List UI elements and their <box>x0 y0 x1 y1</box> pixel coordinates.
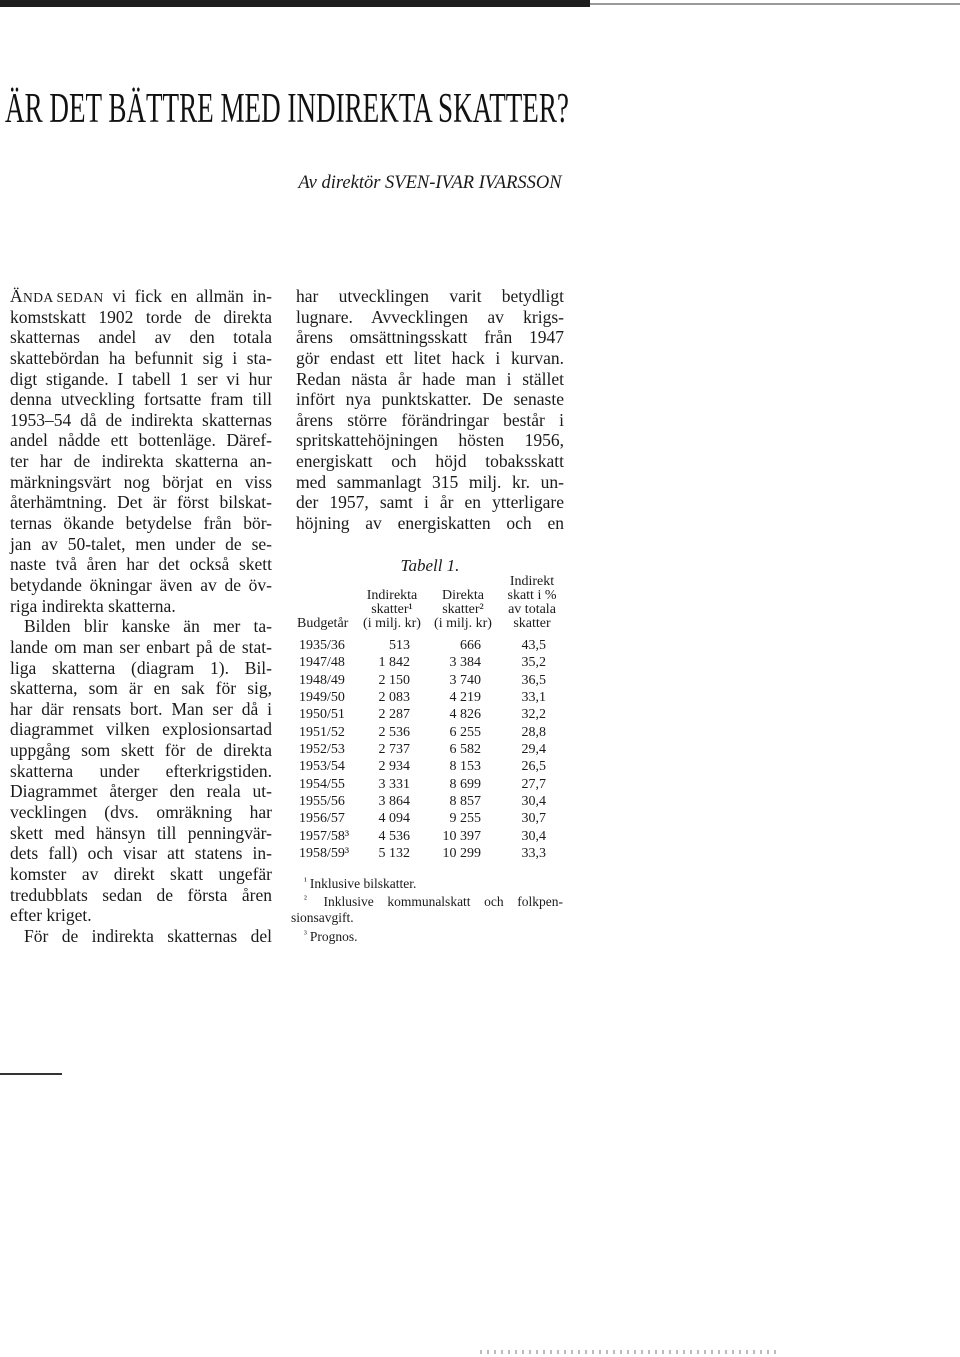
cell-indirect-share: 36,5 <box>521 672 546 688</box>
cell-indirect-taxes: 2 536 <box>378 724 410 740</box>
cell-indirect-share: 29,4 <box>521 741 546 757</box>
cell-budget-year: 1950/51 <box>299 707 345 723</box>
body-line: har utvecklingen varit betydligt <box>296 286 564 306</box>
footnote-text: Prognos. <box>309 928 358 944</box>
cell-indirect-taxes: 2 083 <box>378 689 410 705</box>
table-header-indirect-taxes <box>358 575 426 631</box>
body-line: årens omsättningsskatt från 1947 <box>296 327 564 348</box>
body-line: För de indirekta skatternas del <box>24 925 272 946</box>
body-line: höjning av energiskatten och en <box>296 513 564 534</box>
header-line: skatter <box>513 616 551 631</box>
cell-indirect-share: 32,2 <box>521 707 546 723</box>
body-line: jan av 50-talet, men under de se- <box>10 533 272 554</box>
body-line: har där rensats bort. Man ser då i <box>10 698 272 719</box>
body-line: betydande ökningar även av de öv- <box>10 574 272 595</box>
cell-direct-taxes: 10 397 <box>442 828 481 844</box>
cell-indirect-taxes: 1 842 <box>378 655 410 671</box>
body-line: andel nådde ett bottenläge. Däref- <box>10 430 272 451</box>
table-footnotes <box>291 874 563 944</box>
body-line: Diagrammet återger den reala ut- <box>10 781 272 802</box>
body-line: lugnare. Avvecklingen av krigs- <box>296 306 564 327</box>
cell-direct-taxes: 4 826 <box>449 707 481 723</box>
header-line: Budgetår <box>297 616 349 631</box>
body-line: spritskattehöjningen hösten 1956, <box>296 430 564 451</box>
cell-budget-year: 1953/54 <box>299 759 345 775</box>
table-row <box>296 637 564 654</box>
body-line: efter kriget. <box>10 905 92 926</box>
body-line: skett med hänsyn till penningvär- <box>10 822 272 843</box>
table-row <box>296 776 564 793</box>
body-line: der 1957, samt i år en ytterligare <box>296 492 564 513</box>
cell-indirect-share: 30,4 <box>521 793 546 809</box>
cell-indirect-share: 30,7 <box>521 811 546 827</box>
cell-direct-taxes: 8 857 <box>449 793 481 809</box>
body-line: tredubblats sedan de första åren <box>10 884 272 905</box>
table-row <box>296 741 564 758</box>
table-row <box>296 654 564 671</box>
cell-direct-taxes: 6 582 <box>449 741 481 757</box>
byline: Av direktör SVEN-IVAR IVARSSON <box>298 173 562 193</box>
header-line: Direkta <box>442 588 484 603</box>
table-row <box>296 758 564 775</box>
cell-direct-taxes: 3 740 <box>449 672 481 688</box>
table-caption: Tabell 1. <box>400 556 460 575</box>
cell-direct-taxes: 3 384 <box>449 655 481 671</box>
cell-indirect-taxes: 4 094 <box>378 811 410 827</box>
cell-indirect-share: 27,7 <box>521 776 546 792</box>
cell-direct-taxes: 8 699 <box>449 776 481 792</box>
cell-indirect-taxes: 2 150 <box>378 672 410 688</box>
footnote-marker: ³ <box>304 929 307 940</box>
footnote-marker: ² <box>304 894 307 905</box>
body-line: 1953–54 då de indirekta skatternas <box>10 409 272 430</box>
cell-indirect-taxes: 3 331 <box>378 776 410 792</box>
footnote-text: Inklusive bilskatter. <box>309 876 417 891</box>
footnote <box>291 927 563 945</box>
cell-budget-year: 1957/58³ <box>299 828 350 844</box>
cell-indirect-taxes: 2 287 <box>378 707 410 723</box>
body-line: med sammanlagt 315 milj. kr. un- <box>296 471 564 492</box>
cell-direct-taxes: 6 255 <box>449 724 481 740</box>
body-line: gör endast ett litet hack i kurvan. <box>296 347 564 368</box>
body-line: naste två åren har det också skett <box>10 554 272 575</box>
body-line: skatterna under efterkrigstiden. <box>10 760 272 781</box>
body-line: energiskatt och höjd tobaksskatt <box>296 451 564 472</box>
cell-indirect-taxes: 513 <box>389 638 410 653</box>
body-line: diagrammet vilken explosionsartad <box>10 719 272 740</box>
header-line: av totala <box>508 602 556 617</box>
cell-indirect-taxes: 5 132 <box>378 845 410 861</box>
body-line: skatterna, som är en sak för sig, <box>10 678 272 699</box>
body-line: denna utveckling fortsatte fram till <box>10 389 272 410</box>
cell-indirect-taxes: 4 536 <box>378 828 410 844</box>
footnote-text: Inklusive kommunalskatt och folkpen- <box>323 893 563 909</box>
lead-small-caps: ÄNDA SEDAN <box>10 286 104 306</box>
table-row <box>296 689 564 706</box>
scan-margin-rule <box>0 1073 62 1075</box>
cell-budget-year: 1949/50 <box>299 689 345 705</box>
body-line-text: vi fick en allmän in- <box>112 286 272 306</box>
cell-indirect-share: 26,5 <box>521 759 546 775</box>
cell-budget-year: 1951/52 <box>299 724 345 740</box>
header-line: (i milj. kr) <box>434 616 492 631</box>
cell-budget-year: 1947/48 <box>299 655 345 671</box>
cell-budget-year: 1948/49 <box>299 672 345 688</box>
cell-budget-year: 1952/53 <box>299 741 345 757</box>
table-row <box>296 672 564 689</box>
table-row <box>296 724 564 741</box>
header-line: Indirekta <box>366 588 418 603</box>
body-line: riga indirekta skatterna. <box>10 595 176 616</box>
cell-budget-year: 1935/36 <box>299 638 345 653</box>
cell-indirect-taxes: 2 737 <box>378 741 410 757</box>
cell-budget-year: 1955/56 <box>299 793 345 809</box>
footnote-marker: ¹ <box>304 877 307 887</box>
cell-budget-year: 1956/57 <box>299 811 345 827</box>
cell-indirect-share: 33,1 <box>521 689 546 705</box>
body-line: liga skatterna (diagram 1). Bil- <box>10 657 272 678</box>
body-line: lande om man ser enbart på de stat- <box>10 636 272 657</box>
body-line: infört nya punktskatter. De senaste <box>296 389 564 410</box>
body-line: ternas ökande betydelse från bör- <box>10 513 272 534</box>
cell-direct-taxes: 4 219 <box>449 689 481 705</box>
table-header-budget-year <box>296 575 358 631</box>
header-line: skatter¹ <box>371 602 413 617</box>
header-line: skatt i % <box>507 588 557 603</box>
table-row <box>296 845 564 862</box>
body-line: återhämtning. Det är först bilskat- <box>10 492 272 513</box>
cell-budget-year: 1954/55 <box>299 776 345 792</box>
table-row <box>296 810 564 827</box>
table-row <box>296 828 564 845</box>
body-line: komster av direkt skatt ungefär <box>10 863 272 884</box>
body-line: vecklingen (dvs. omräkning har <box>10 802 272 823</box>
body-line: skatternas andel av den totala <box>10 327 272 348</box>
body-line: komstskatt 1902 torde de direkta <box>10 306 272 327</box>
footnote <box>291 892 563 910</box>
cell-direct-taxes: 9 255 <box>449 811 481 827</box>
body-line: årens större förändringar består i <box>296 409 564 430</box>
body-line: märkningsvärt nog börjat en viss <box>10 471 272 492</box>
left-column <box>10 286 272 947</box>
article-title: ÄR DET BÄTTRE MED INDIREKTA SKATTER? <box>5 86 569 132</box>
cell-indirect-share: 43,5 <box>521 638 546 653</box>
table-body <box>296 637 564 862</box>
cell-indirect-share: 33,3 <box>521 845 546 861</box>
footnote-continuation: sionsavgift. <box>291 910 354 926</box>
table-header-indirect-share <box>500 575 564 631</box>
body-line: skattebördan ha befunnit sig i sta- <box>10 347 272 368</box>
scan-edge-top-thin <box>590 3 960 5</box>
scan-edge-top <box>0 0 590 7</box>
body-line: uppgång som skett för de direkta <box>10 740 272 761</box>
table-row <box>296 706 564 723</box>
body-line: ter har de indirekta skatterna an- <box>10 451 272 472</box>
cell-direct-taxes: 10 299 <box>442 845 481 861</box>
footnote <box>291 874 563 892</box>
table-header-direct-taxes <box>428 575 498 631</box>
body-line: digt stigande. I tabell 1 ser vi hur <box>10 368 272 389</box>
body-line: Bilden blir kanske än mer ta- <box>24 616 272 637</box>
scan-noise <box>480 1350 780 1354</box>
cell-indirect-taxes: 2 934 <box>378 759 410 775</box>
cell-indirect-taxes: 3 864 <box>378 793 410 809</box>
cell-indirect-share: 30,4 <box>521 828 546 844</box>
header-line: skatter² <box>442 602 484 617</box>
cell-direct-taxes: 8 153 <box>449 759 481 775</box>
table-row <box>296 793 564 810</box>
header-line: (i milj. kr) <box>363 616 421 631</box>
cell-indirect-share: 28,8 <box>521 724 546 740</box>
body-line: Redan nästa år hade man i stället <box>296 368 564 389</box>
cell-budget-year: 1958/59³ <box>299 845 350 861</box>
cell-indirect-share: 35,2 <box>521 655 546 671</box>
cell-direct-taxes: 666 <box>460 638 481 653</box>
body-line: dets fall) och visar att statens in- <box>10 843 272 864</box>
header-line: Indirekt <box>509 574 555 589</box>
right-column <box>296 286 564 534</box>
body-line <box>10 286 272 307</box>
